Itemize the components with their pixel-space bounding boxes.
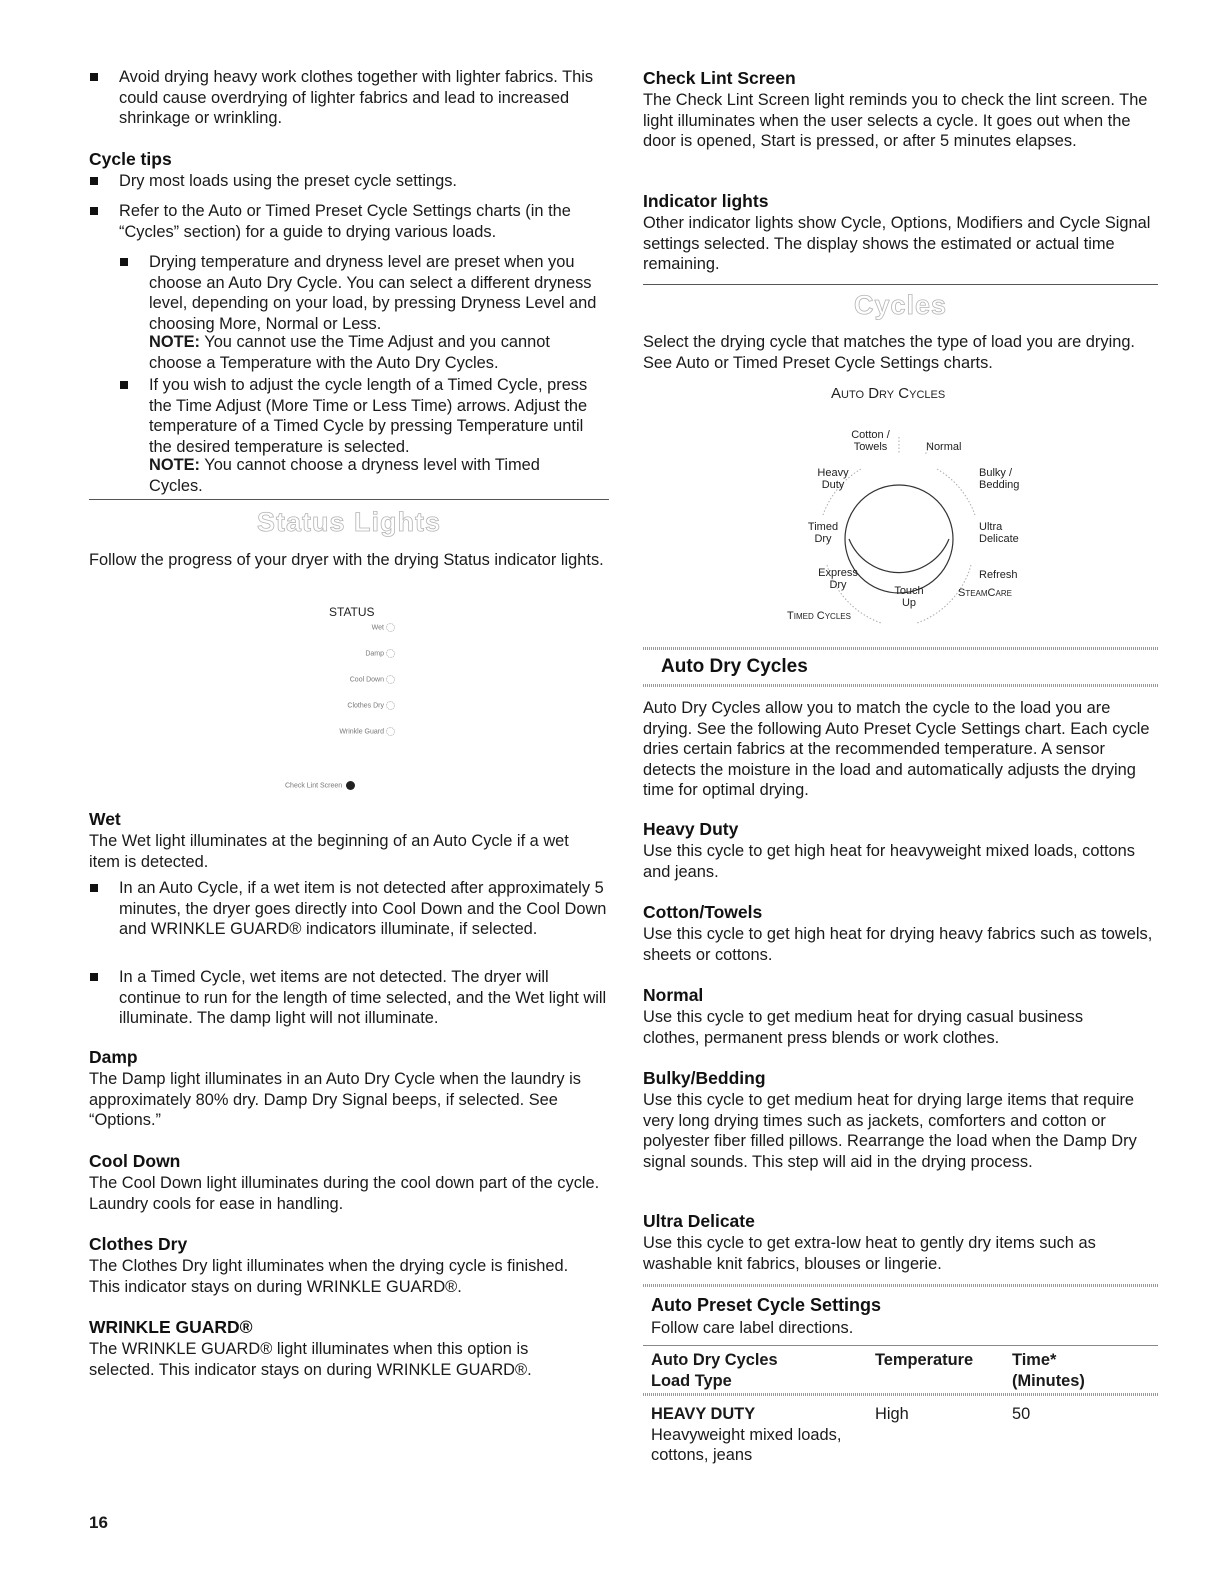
section-divider [643,284,1158,285]
dial-label-bulky-bedding: Bulky / Bedding [979,467,1020,491]
dial-label-refresh: Refresh [979,569,1018,581]
indicator-lights-heading: Indicator lights [643,191,769,211]
table-row: HEAVY DUTY Heavyweight mixed loads, cottons, jeans [651,1405,842,1464]
bulky-heading: Bulky/Bedding [643,1068,766,1088]
dial-label-ultra-delicate: Ultra Delicate [979,521,1019,545]
cool-down-indicator-icon [386,675,395,684]
auto-dry-text: Auto Dry Cycles allow you to match the cycle to the load you are drying. See the following Auto Preset Cycle Settings chart. Each cycle dries certain fabrics at the recommended temperature. A sensor detects the moisture in the load and automatically adjusts the drying time for optimal drying. [643,699,1150,799]
wet-bullet-2: In a Timed Cycle, wet items are not detected. The dryer will continue to run for the length of time selected, and the Wet light will illuminate. The damp light will not illuminate. [89,967,609,1029]
status-item-damp: Damp [325,649,395,658]
cycle-tips-bullet-2: Refer to the Auto or Timed Preset Cycle Settings charts (in the “Cycles” section) for a guide to drying various loads. [89,201,609,242]
table-header-rule [643,1345,1158,1346]
damp-text: The Damp light illuminates in an Auto Dry Cycle when the laundry is approximately 80% dry. Damp Dry Signal beeps, if selected. See “Options.” [89,1070,581,1129]
check-lint-text: The Check Lint Screen light reminds you to check the lint screen. The light illuminates when the user selects a cycle. It goes out when the door is opened, Start is pressed, or after 5 minutes elapses. [643,91,1148,150]
damp-heading: Damp [89,1047,138,1067]
dial-title: Auto Dry Cycles [831,385,946,402]
dial-label-heavy-duty: Heavy Duty [817,467,849,491]
status-item-cool-down: Cool Down [315,675,395,684]
dial-label-normal: Normal [926,441,962,453]
clothes-dry-indicator-icon [386,701,395,710]
check-lint-indicator: Check Lint Screen [285,781,355,790]
table-col-temperature: Temperature [875,1351,974,1369]
status-panel-figure [329,602,449,772]
status-lights-intro: Follow the progress of your dryer with the drying Status indicator lights. [89,551,604,569]
cotton-towels-text: Use this cycle to get high heat for drying heavy fabrics such as towels, sheets or cottons. [643,925,1153,964]
auto-dry-heading: Auto Dry Cycles [661,656,808,677]
wet-heading: Wet [89,809,121,829]
table-header-bottom-rule [643,1393,1158,1396]
check-lint-heading: Check Lint Screen [643,68,796,88]
cycle-tips-heading: Cycle tips [89,149,172,169]
table-cell-time: 50 [1012,1405,1031,1423]
band-bottom-rule [643,684,1158,687]
band-top-rule [643,647,1158,650]
wet-bullet-1: In an Auto Cycle, if a wet item is not detected after approximately 5 minutes, the dryer goes directly into Cool Down and the Cool Down and WRINKLE GUARD® indicators illuminate, if selected. [89,878,609,940]
note-1: NOTE: You cannot use the Time Adjust and you cannot choose a Temperature with the Auto Dry Cycles. [149,333,550,372]
clothes-dry-heading: Clothes Dry [89,1234,188,1254]
status-lights-heading: Status Lights [256,507,441,537]
bulky-text: Use this cycle to get medium heat for drying large items that require very long drying times such as jackets, comforters and cotton or polyester fiber filled pillows. Rearrange the load when the Damp Dry signal sounds. This step will aid in the drying process. [643,1091,1137,1171]
cycle-tips-sub-2: If you wish to adjust the cycle length of a Timed Cycle, press the Time Adjust (More Time or Less Time) arrows. Adjust the temperature of a Timed Cycle by pressing Temperature until the desired temperature is selected. [119,375,609,457]
cycles-intro: Select the drying cycle that matches the type of load you are drying. See Auto or Timed Preset Cycle Settings charts. [643,333,1135,372]
cycle-tips-bullet-1: Dry most loads using the preset cycle settings. [89,171,609,192]
preset-heading: Auto Preset Cycle Settings [651,1295,882,1315]
dial-label-touch-up: Touch Up [894,585,924,609]
check-lint-icon [346,781,355,790]
status-item-wet: Wet [325,623,395,632]
indicator-lights-text: Other indicator lights show Cycle, Options, Modifiers and Cycle Signal settings selected. The display shows the estimated or actual time remaining. [643,214,1151,273]
table-col-cycle: Auto Dry Cycles Load Type [651,1351,778,1390]
status-panel-title: STATUS [329,605,375,619]
wrinkle-guard-text: The WRINKLE GUARD® light illuminates when this option is selected. This indicator stays on during WRINKLE GUARD®. [89,1340,532,1379]
page-number: 16 [89,1513,108,1532]
cotton-towels-heading: Cotton/Towels [643,902,763,922]
wrinkle-guard-heading: WRINKLE GUARD® [89,1317,253,1337]
ultra-delicate-heading: Ultra Delicate [643,1211,755,1231]
heavy-duty-heading: Heavy Duty [643,819,739,839]
wet-indicator-icon [386,623,395,632]
clothes-dry-text: The Clothes Dry light illuminates when the drying cycle is finished. This indicator stays on during WRINKLE GUARD®. [89,1257,569,1296]
cool-down-heading: Cool Down [89,1151,181,1171]
dial-label-cotton-towels: Cotton / Towels [851,429,890,453]
table-col-time: Time* (Minutes) [1012,1351,1085,1390]
cycle-tips-sub-1: Drying temperature and dryness level are preset when you choose an Auto Dry Cycle. You can select a different dryness level, depending on your load, by pressing Dryness Level and choosing More, Normal or Less. [119,252,609,334]
dial-label-timed-cycles: Timed Cycles [787,610,851,622]
wrinkle-guard-indicator-icon [386,727,395,736]
dial-label-express-dry: Express Dry [818,567,858,591]
preset-subtitle: Follow care label directions. [651,1319,854,1337]
ultra-delicate-text: Use this cycle to get extra-low heat to gently dry items such as washable knit fabrics, blouses or lingerie. [643,1234,1096,1273]
cool-down-text: The Cool Down light illuminates during the cool down part of the cycle. Laundry cools for ease in handling. [89,1174,600,1213]
table-top-rule [643,1284,1158,1287]
cycle-dial-figure [783,425,1033,630]
section-divider [89,499,609,500]
damp-indicator-icon [386,649,395,658]
cycles-heading: Cycles [853,290,948,320]
intro-bullet: Avoid drying heavy work clothes together with lighter fabrics. This could cause overdrying of lighter fabrics and lead to increased shrinkage or wrinkling. [89,67,609,129]
dial-label-steamcare: SteamCare [958,587,1012,599]
wet-text: The Wet light illuminates at the beginning of an Auto Cycle if a wet item is detected. [89,832,569,871]
status-item-clothes-dry: Clothes Dry [315,701,395,710]
normal-text: Use this cycle to get medium heat for drying casual business clothes, permanent press blends or work clothes. [643,1008,1084,1047]
normal-heading: Normal [643,985,704,1005]
status-item-wrinkle-guard: Wrinkle Guard [305,727,395,736]
dial-label-timed-dry: Timed Dry [807,521,839,545]
note-2: NOTE: You cannot choose a dryness level with Timed Cycles. [149,456,540,495]
table-cell-temperature: High [875,1405,909,1423]
heavy-duty-text: Use this cycle to get high heat for heavyweight mixed loads, cottons and jeans. [643,842,1135,881]
